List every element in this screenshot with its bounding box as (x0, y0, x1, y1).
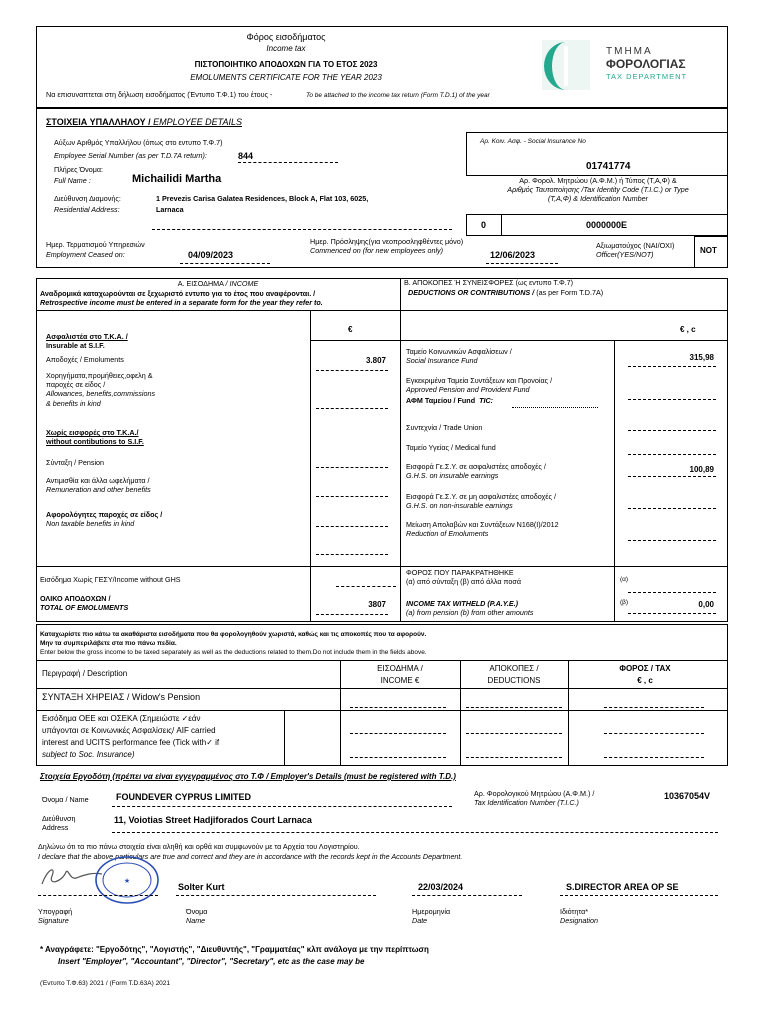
signature-label-english: Signature (38, 916, 69, 925)
oee-label-line4: subject to Soc. Insurance) (42, 750, 135, 759)
allowances-label-en1: Allowances, benefits,commissions (46, 389, 156, 398)
oee-tax-line1 (604, 733, 704, 734)
col-income-english: INCOME € (380, 676, 420, 685)
signature-line (38, 895, 158, 896)
ceased-label-greek: Ημερ. Τερματισμού Υπηρεσιών (46, 240, 145, 249)
svg-text:★: ★ (123, 878, 131, 885)
title-english: Income tax (266, 44, 306, 53)
employer-address-value: 11, Voiotias Street Hadjiforados Court Larnaca (114, 815, 312, 825)
allowances-label-gr1: Χορηγήματα,προμήθειες,οφελη & (46, 371, 153, 380)
widow-income-line (350, 707, 446, 708)
income-noghs-top-line (36, 566, 400, 567)
sif-label-greek: Ταμείο Κοινωνικών Ασφαλίσεων / (406, 347, 512, 356)
fund-tic-line (512, 407, 598, 408)
reduction-label-greek: Μείωση Απολαβών και Συντάξεων Ν168(Ι)/2012 (406, 520, 559, 529)
ceased-label-english: Employment Ceased on: (46, 250, 125, 259)
logo-text-line2: ΦΟΡΟΛΟΓΙΑΣ (606, 57, 686, 71)
declaration-greek: Δηλώνω ότι τα πιο πάνω στοιχεία είναι αληθή και ορθά και συμφωνούν με τα Αρχεία του Λογιστηρίου. (38, 842, 360, 851)
officer-value: NOT (700, 246, 717, 255)
employer-section-title: Στοιχεία Εργοδότη (πρέπει να είναι εγγεγραμμένος στο Τ.Φ / Employer's Details (must be registered with T.D.) (40, 772, 456, 781)
oee-deductions-line1 (466, 733, 562, 734)
commenced-value: 12/06/2023 (490, 250, 536, 260)
tic-label-english: (T,A,Φ) & Identification Number (547, 194, 649, 203)
no-ghs-label: Εισόδημα Χωρίς ΓΕΣΥ/Income without GHS (40, 575, 181, 584)
serial-label-greek: Αύξων Αριθμός Υπαλλήλου (όπως στο εντυπο Τ.Φ.7) (54, 138, 223, 147)
deductions-currency: € , c (680, 325, 696, 334)
address-label-greek: Διεύθυνση Διαμονής: (54, 194, 121, 203)
separate-note-greek: Καταχωρίστε πιο κάτω τα ακαθάριστα εισοδήματα που θα φορολογηθούν χωριστά, καθώς και τις αποκοπές που τα αφορούν. (40, 631, 427, 638)
nontaxable-label-english: Non taxable benefits in kind (46, 519, 135, 528)
col-deductions-greek: ΑΠΟΚΟΠΕΣ / (489, 664, 539, 673)
col-income-greek: ΕΙΣΟΔΗΜΑ / (377, 664, 423, 673)
sign-date-line (412, 895, 522, 896)
withheld-label-english: INCOME TAX WITHELD (P.A.Y.E.) (406, 599, 519, 608)
oee-label-line1: Εισόδημα ΟΕΕ και ΟΣΕΚΑ (Σημειώστε ✓εάν (42, 714, 201, 723)
fund-tic-label: TIC: (479, 396, 494, 405)
logo-text-line3: TAX DEPARTMENT (606, 72, 688, 81)
tic-label-greek2: Αριθμός Ταυτοποίησης /Tax Identity Code (T.I.C.) or Type (507, 185, 689, 194)
deductions-heading-en2: (as per Form T.D.7A) (536, 288, 604, 297)
officer-label-greek: Αξιωματούχος (ΝΑΙ/ΟΧΙ) (596, 241, 675, 250)
retro-note-greek: Αναδρομικά καταχωρούνται σε ξεχωριστό εντυπο για το έτος που αναφέρονται. / (40, 289, 316, 298)
oee-income-line1 (350, 733, 446, 734)
widow-deductions-line (466, 707, 562, 708)
date-column-greek: Ημερομηνία (412, 907, 451, 916)
si-value: 01741774 (586, 161, 631, 172)
income-heading (40, 280, 396, 288)
separate-row1-bottom (36, 710, 728, 711)
medical-fund-line (628, 454, 716, 455)
employer-name-line (112, 806, 452, 807)
name-label-greek: Πλήρες Όνομα: (54, 165, 103, 174)
si-label: Αρ. Κοιν. Ασφ. - Social Insurance No (480, 138, 586, 145)
ghs-noninsurable-line (628, 508, 716, 509)
withheld-top-line (400, 566, 728, 567)
employer-name-value: FOUNDEVER CYPRUS LIMITED (116, 792, 252, 802)
col-tax-greek: ΦΟΡΟΣ / TAX (619, 664, 671, 673)
noncontrib-label-english: without contibutions to S.I.F. (46, 437, 144, 446)
total-value: 3807 (368, 600, 386, 609)
logo-emblem-icon (540, 36, 600, 94)
allowances-label-en2: & benefits in kind (46, 399, 101, 408)
tic-divider (501, 214, 502, 236)
deductions-header-line (400, 310, 728, 311)
total-label-greek: ΟΛΙΚΟ ΑΠΟΔΟΧΩΝ / (40, 594, 111, 603)
trade-union-line (628, 430, 716, 431)
approved-fund-label-english: Approved Pension and Provident Fund (406, 385, 530, 394)
nontaxable-label-greek: Αφορολόγητες παροχές σε είδος / (46, 510, 163, 519)
oee-deductions-line2 (466, 757, 562, 758)
col-description: Περιγραφή / Description (42, 669, 128, 678)
tic-value: 0000000E (586, 220, 628, 230)
ceased-value: 04/09/2023 (188, 250, 234, 260)
signature-label-greek: Υπογραφή (38, 907, 73, 916)
deductions-heading-greek (404, 279, 573, 287)
remuneration-label-english: Remuneration and other benefits (46, 485, 151, 494)
separate-col-line3 (568, 660, 569, 766)
medical-fund-label: Ταμείο Υγείας / Medical fund (406, 443, 496, 452)
employer-tic-value: 10367054V (664, 791, 711, 801)
tic-label-greek: Αρ. Φορολ. Μητρώου (Α.Φ.Μ.) ή Τύπος (Τ,Α,Φ) & (519, 176, 677, 185)
widow-tax-line (604, 707, 704, 708)
ghs-noninsurable-label-english: G.H.S. on non-insurable earnings (406, 501, 513, 510)
ghs-noninsurable-label-greek: Εισφορά Γε.Σ.Υ. σε μη ασφαλιστέες αποδοχές / (406, 492, 556, 501)
withheld-b-label: (β) (620, 599, 629, 606)
oee-label-line2: υπάγονται σε Κοινωνικές Ασφαλίσεις/ AIF carried (42, 726, 216, 735)
no-ghs-line (336, 586, 396, 587)
income-deductions-section (36, 278, 728, 622)
emoluments-line (316, 370, 388, 371)
serial-line (238, 162, 338, 163)
withheld-label-greek2: (α) από σύνταξη (β) από άλλα ποσά (406, 577, 521, 586)
address-value-line1: 1 Prevezis Carisa Galatea Residences, Block A, Flat 103, 6025, (156, 194, 369, 203)
declaration-english: I declare that the above particulars are true and correct and they are in accordance with the records kept in the Accounts Department. (38, 852, 463, 861)
ghs-insurable-value: 100,89 (689, 465, 714, 474)
fund-afm-label (406, 397, 493, 405)
col-tax-english: € , c (637, 676, 653, 685)
separate-header-bottom (36, 688, 728, 689)
designation-column-greek: Ιδιότητα* (560, 907, 589, 916)
withheld-label-english2: (a) from pension (b) from other amounts (406, 608, 534, 617)
trade-union-label: Συντεχνία / Trade Union (406, 423, 483, 432)
income-header-line (36, 310, 400, 311)
withheld-value: 0,00 (698, 600, 714, 609)
fund-afm-label-text: ΑΦΜ Ταμείου / Fund (406, 396, 476, 405)
income-deductions-divider (400, 278, 401, 622)
sif-value: 315,98 (689, 353, 714, 362)
attach-note-greek: Να επισυναπτεται στη δήλωση εισοδήματος (Έντυπο Τ.Φ.1) του έτους - (46, 90, 273, 99)
employee-section-title-gr: ΣΤΟΙΧΕΙΑ ΥΠΑΛΛΗΛΟΥ (46, 117, 146, 127)
ghs-insurable-label-greek: Εισφορά Γε.Σ.Υ. σε ασφαλιστέες αποδοχές / (406, 462, 546, 471)
employer-tic-label-greek: Αρ. Φορολογικού Μητρώου (Α.Φ.Μ.) / (474, 789, 595, 798)
oee-tax-line2 (604, 757, 704, 758)
cert-title-greek: ΠΙΣΤΟΠΟΙΗΤΙΚΟ ΑΠΟΔΟΧΩΝ ΓΙΑ ΤΟ ΕΤΟΣ 2023 (194, 60, 378, 69)
ceased-line (180, 263, 270, 264)
insurable-label-english: Insurable at S.I.F. (46, 341, 105, 350)
separate-header-top (36, 660, 728, 661)
cert-title-english: EMOLUMENTS CERTIFICATE FOR THE YEAR 2023 (190, 73, 382, 82)
name-column-english: Name (186, 916, 206, 925)
footer-note-english: Insert "Employer", "Accountant", "Director", "Secretary", etc as the case may be (58, 957, 365, 966)
oee-label-line3: interest and UCITS performance fee (Tick with✓ if (42, 738, 220, 747)
withheld-b-line (628, 613, 716, 614)
ghs-insurable-label-english: G.H.S. on insurable earnings (406, 471, 499, 480)
address-value-line2: Larnaca (156, 205, 184, 214)
officer-label-english: Officer(YES/NOT) (596, 250, 654, 259)
income-currency-line (310, 340, 400, 341)
employer-address-label-greek: Διεύθυνση (42, 814, 76, 823)
company-stamp (94, 856, 160, 904)
designation-line (560, 895, 718, 896)
logo-text-line1: ΤΜΗΜΑ (606, 46, 653, 57)
approved-fund-label-greek: Εγκεκριμένα Ταμεία Συντάξεων και Προνοίας / (406, 376, 553, 385)
pension-label: Σύνταξη / Pension (46, 458, 105, 467)
approved-fund-line (628, 399, 716, 400)
serial-value: 844 (238, 151, 254, 161)
employer-address-label-english: Address (42, 823, 69, 832)
ghs-insurable-line (628, 476, 716, 477)
sif-label-english: Social Insurance Fund (406, 356, 478, 365)
withheld-label-greek: ΦΟΡΟΣ ΠΟΥ ΠΑΡΑΚΡΑΤΗΘΗΚΕ (406, 568, 514, 577)
signer-name-line (176, 895, 376, 896)
employer-tic-label-english: Tax Identification Number (T.I.C.) (474, 798, 579, 807)
title-greek: Φόρος εισοδήματος (246, 32, 326, 42)
signer-designation: S.DIRECTOR AREA OP SE (566, 882, 679, 892)
deductions-heading-english (408, 289, 603, 297)
withheld-a-label: (α) (620, 576, 629, 583)
name-label-english: Full Name : (54, 176, 91, 185)
retro-note-english: Retrospective income must be entered in a separate form for the year they refer to. (40, 298, 323, 307)
withheld-column-line (614, 566, 615, 622)
sign-date: 22/03/2024 (418, 882, 464, 892)
employer-address-line (112, 832, 718, 833)
income-amount-column-line (310, 310, 311, 622)
income-heading-en: / INCOME (225, 279, 259, 288)
withheld-a-line (628, 592, 716, 593)
deductions-currency-line (400, 340, 728, 341)
employee-section-title: ΣΤΟΙΧΕΙΑ ΥΠΑΛΛΗΛΟΥ / EMPLOYEE DETAILS (46, 117, 242, 127)
employee-name-value: Michailidi Martha (132, 173, 222, 185)
tax-department-logo (540, 36, 720, 94)
deductions-heading-gr: Β. ΑΠΟΚΟΠΕΣ Ή ΣΥΝΕΙΣΦΟΡΕΣ (404, 278, 514, 287)
date-column-english: Date (412, 916, 428, 925)
name-column-greek: Όνομα (186, 907, 208, 916)
deductions-amount-column-line (614, 340, 615, 566)
income-heading-gr: Α. ΕΙΣΟΔΗΜΑ (177, 279, 224, 288)
income-currency: € (348, 325, 353, 334)
deductions-heading-en: DEDUCTIONS OR CONTRIBUTIONS / (408, 288, 535, 297)
pension-line (316, 467, 388, 468)
designation-column-english: Designation (560, 916, 598, 925)
reduction-label-english: Reduction of Emoluments (406, 529, 489, 538)
address-label-english: Residential Address: (54, 205, 120, 214)
employer-name-label: Όνομα / Name (42, 795, 89, 804)
emoluments-value: 3.807 (365, 356, 386, 365)
address-line (152, 229, 452, 230)
signer-name: Solter Kurt (178, 882, 225, 892)
deductions-heading-gr2: (ως εντυπο Τ.Φ.7) (515, 278, 574, 287)
serial-label-english: Employee Serial Number (as per T.D.7A return): (54, 151, 207, 160)
commenced-label-english: Commenced on (for new employees only) (310, 246, 444, 255)
tic-type-value: 0 (481, 220, 487, 230)
remuneration-label-greek: Αντιμισθία και άλλα ωφελήματα / (46, 476, 150, 485)
income-extra-line (316, 554, 388, 555)
separate-col-line0 (284, 710, 285, 766)
footer-note-greek: * Αναγράφετε: "Εργοδότης", "Λογιστής", "Διευθυντής", "Γραμματέας" κλπ ανάλογα με την περίπτωση (40, 945, 429, 954)
separate-note-greek2: Μην τα συμπεριλάβετε στα πιο πάνω πεδία. (40, 640, 177, 647)
nontaxable-line (316, 526, 388, 527)
commenced-line (486, 263, 558, 264)
employee-section-title-en: EMPLOYEE DETAILS (153, 117, 242, 127)
commenced-label-greek: Ημερ. Πρόσληψης(για νεοπροσληφθέντες μόνο) (310, 237, 464, 246)
noncontrib-label-greek: Χωρίς εισφορές στο Τ.Κ.Α./ (46, 428, 139, 437)
allowances-line (316, 408, 388, 409)
sif-line (628, 366, 716, 367)
oee-income-line2 (350, 757, 446, 758)
remuneration-line (316, 496, 388, 497)
separate-note-english: Enter below the gross income to be taxed separately as well as the deductions related to them.Do not include them in the fields above. (40, 649, 427, 656)
insurable-label-greek: Ασφαλιστέα στο Τ.Κ.Α. / (46, 332, 128, 341)
total-line (316, 614, 388, 615)
col-deductions-english: DEDUCTIONS (487, 676, 541, 685)
total-label-english: TOTAL OF EMOLUMENTS (40, 603, 129, 612)
stamp-icon (94, 856, 160, 904)
form-reference: (Έντυπο Τ.Φ.63) 2021 / (Form T.D.63A) 2021 (40, 980, 171, 987)
allowances-label-gr2: παροχές σε είδος / (46, 380, 106, 389)
reduction-line (628, 540, 716, 541)
widow-pension-label: ΣΥΝΤΑΞΗ ΧΗΡΕΙΑΣ / Widow's Pension (42, 692, 201, 702)
emoluments-label: Αποδοχές / Emoluments (46, 355, 124, 364)
attach-note-english: To be attached to the income tax return (Form T.D.1) of the year (306, 92, 490, 99)
